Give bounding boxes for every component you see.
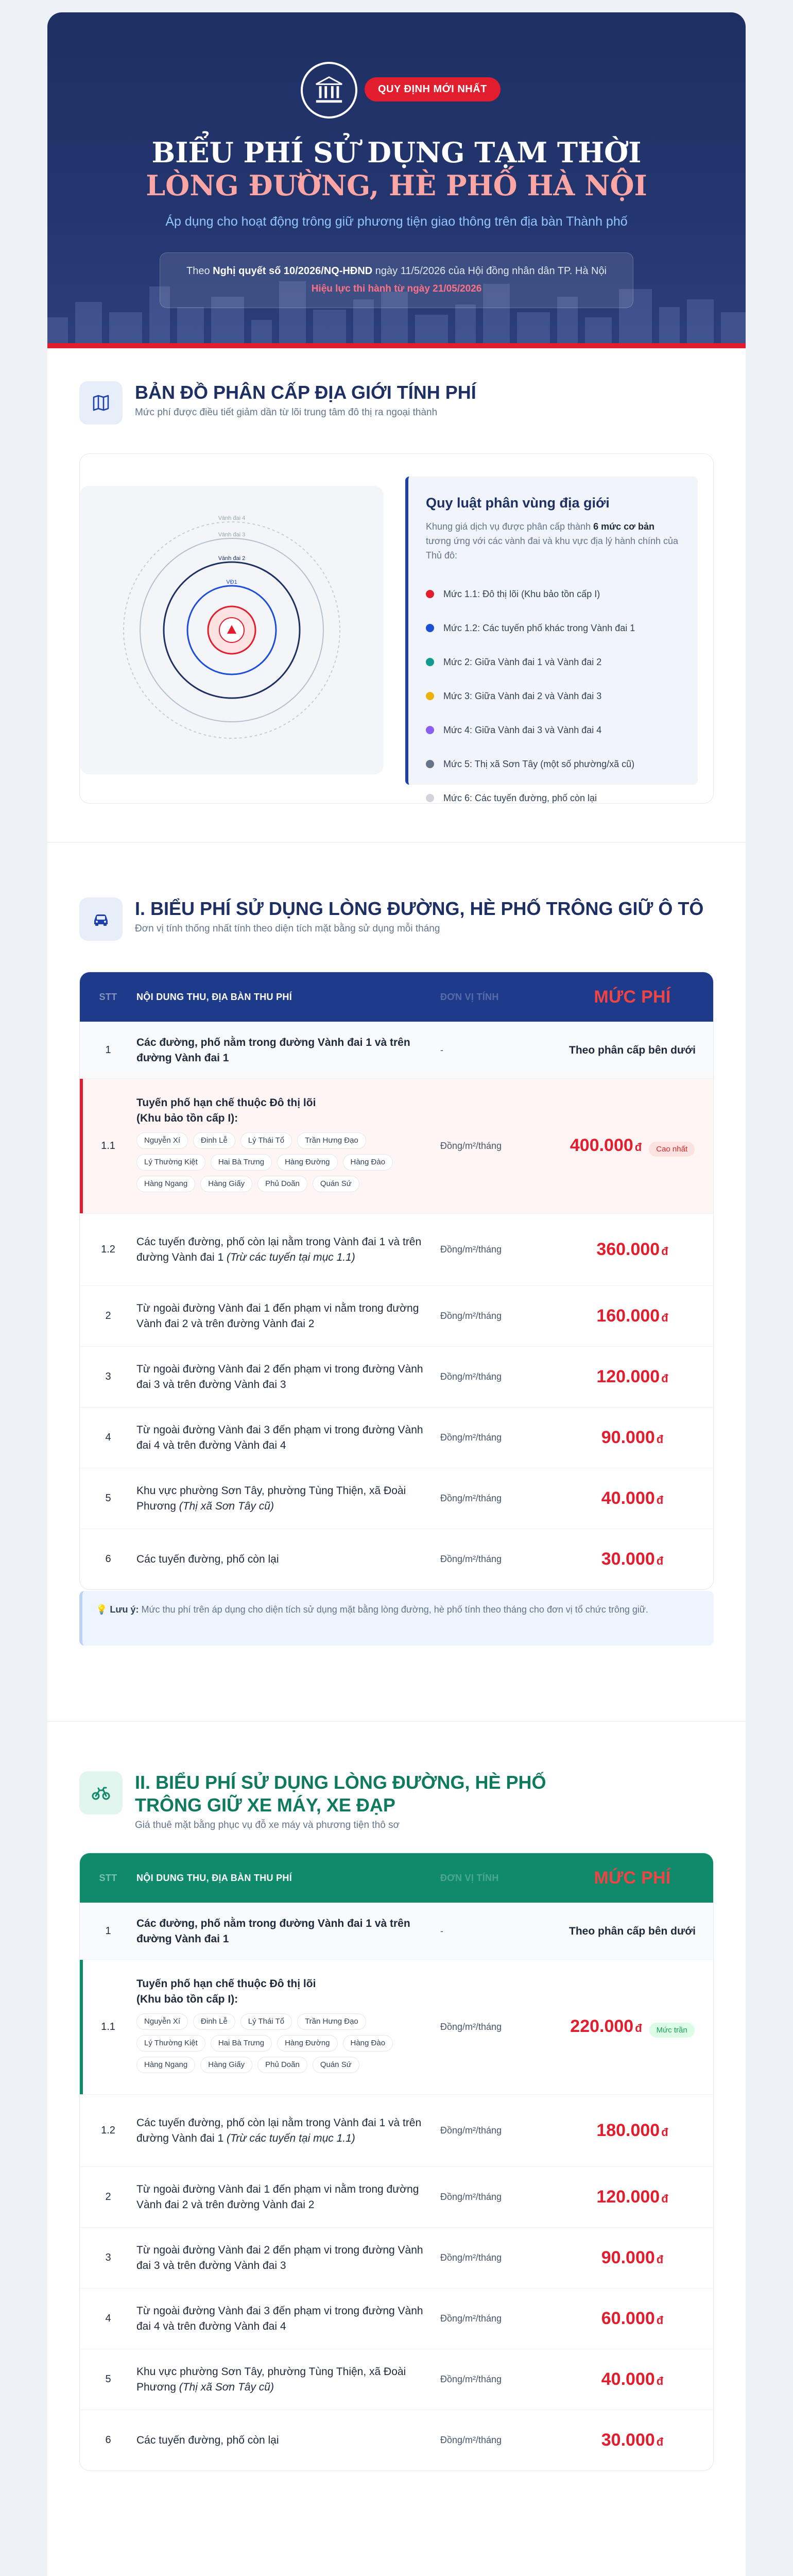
row-stt: 1.1 — [101, 2021, 115, 2032]
row-name: Từ ngoài đường Vành đai 3 đến phạm vi trong đường Vành đai 4 và trên đường Vành đai 4 — [136, 2304, 423, 2332]
price-value: 90.000 — [601, 1428, 655, 1447]
row-name: Khu vực phường Sơn Tây, phường Tùng Thiện, xã Đoài Phương — [136, 1484, 406, 1512]
skyline-building — [177, 307, 204, 348]
bike-rows — [80, 2094, 713, 2470]
row-stt: 6 — [105, 2434, 111, 2446]
row-content: Các đường, phố nằm trong đường Vành đai 1 và trên đường Vành đai 1 — [136, 1036, 410, 1064]
bike-section-title: II. BIỂU PHÍ SỬ DỤNG LÒNG ĐƯỜNG, HÈ PHỐ TRÔNG GIỮ XE MÁY, XE ĐẠP — [135, 1772, 546, 1816]
row-unit: Đồng/m²/tháng — [440, 1493, 502, 1503]
skyline-building — [313, 310, 346, 348]
legend-item — [426, 747, 680, 781]
row-content — [136, 2433, 440, 2448]
street-chip: Lý Thái Tổ — [240, 1132, 292, 1149]
map-section — [79, 381, 714, 804]
table-row — [80, 2227, 713, 2288]
decree-number: Nghị quyết số 10/2026/NQ-HĐND — [213, 265, 373, 277]
street-chip: Đinh Lễ — [193, 2013, 235, 2030]
row-content — [136, 2115, 440, 2146]
street-chip: Lý Thường Kiệt — [136, 1154, 205, 1171]
street-chip: Phủ Doãn — [257, 1176, 307, 1192]
column-header-stt: STT — [99, 1872, 117, 1883]
table-row — [80, 2410, 713, 2470]
street-chip: Trần Hưng Đạo — [297, 2013, 366, 2030]
currency: đ — [661, 1245, 668, 1258]
legend-label: Mức 3: Giữa Vành đai 2 và Vành đai 3 — [443, 690, 602, 701]
legend-label: Mức 1.2: Các tuyến phố khác trong Vành đai 1 — [443, 622, 635, 633]
row-price — [559, 1367, 713, 1387]
row-price — [559, 2309, 713, 2329]
legend-label: Mức 1.1: Đô thị lõi (Khu bảo tồn cấp I) — [443, 588, 600, 599]
map-icon — [79, 381, 123, 425]
hero-banner — [47, 12, 746, 348]
table-header — [80, 1853, 713, 1903]
column-header-price: MỨC PHÍ — [594, 987, 671, 1007]
bike-fee-table — [79, 1853, 714, 2471]
legend-list — [426, 577, 680, 815]
price-value: 160.000 — [596, 1306, 660, 1326]
decree-prefix: Theo — [186, 265, 213, 277]
row-stt: 1 — [105, 1925, 111, 1937]
row-content — [136, 2243, 440, 2274]
row-unit: Đồng/m²/tháng — [440, 1141, 502, 1151]
row-name: Các tuyến đường, phố còn lại — [136, 1553, 279, 1565]
table-row — [80, 1346, 713, 1407]
row-price — [559, 2369, 713, 2389]
row-content — [136, 1976, 440, 2078]
street-chip: Hai Bà Trưng — [211, 1154, 272, 1171]
ring-label-3: Vành đai 3 — [218, 532, 246, 538]
legend-dot — [426, 658, 434, 666]
row-unit: Đồng/m²/tháng — [440, 1432, 502, 1443]
currency: đ — [661, 1311, 668, 1324]
zone-legend — [405, 477, 698, 803]
legend-item — [426, 679, 680, 713]
street-chip: Phủ Doãn — [257, 2057, 307, 2073]
price-value: 120.000 — [596, 2187, 660, 2207]
skyline-building — [687, 299, 714, 348]
row-price: Theo phân cấp bên dưới — [569, 1925, 696, 1937]
street-chip: Hàng Đường — [277, 2035, 337, 2052]
price-value: 360.000 — [596, 1240, 660, 1259]
map-card — [79, 453, 714, 804]
motorbike-icon — [79, 1771, 123, 1815]
row-price — [559, 1306, 713, 1326]
row-price: Theo phân cấp bên dưới — [569, 1044, 696, 1056]
row-name: Từ ngoài đường Vành đai 1 đến phạm vi nằm trong đường Vành đai 2 và trên đường Vành đai 2 — [136, 1302, 419, 1330]
street-chip: Hàng Giấy — [200, 2057, 252, 2073]
row-unit: Đồng/m²/tháng — [440, 2252, 502, 2263]
ring-road-map — [80, 486, 384, 774]
currency: đ — [656, 1554, 664, 1567]
legend-item — [426, 611, 680, 645]
car-fee-table — [79, 972, 714, 1590]
table-row-core — [80, 1959, 713, 2094]
row-unit: Đồng/m²/tháng — [440, 2313, 502, 2324]
row-stt: 2 — [105, 2191, 111, 2202]
ring-label-4: Vành đai 4 — [218, 515, 246, 521]
street-chips — [136, 1132, 404, 1197]
table-row — [80, 1407, 713, 1468]
column-header-content: NỘI DUNG THU, ĐỊA BÀN THU PHÍ — [136, 1872, 292, 1883]
row-unit: Đồng/m²/tháng — [440, 2374, 502, 2384]
row-stt: 5 — [105, 1493, 111, 1504]
legend-item — [426, 577, 680, 611]
car-section-subtitle: Đơn vị tính thống nhất tính theo diện tích mặt bằng sử dụng mỗi tháng — [135, 923, 440, 934]
price-value: 400.000 — [570, 1136, 633, 1156]
row-stt: 5 — [105, 2374, 111, 2385]
row-stt: 1.2 — [101, 1244, 115, 1255]
bulb-icon: 💡 — [96, 1604, 110, 1615]
row-price — [559, 2248, 713, 2268]
currency: đ — [635, 2022, 642, 2035]
street-chip: Quán Sứ — [313, 2057, 359, 2073]
core-name: Tuyến phố hạn chế thuộc Đô thị lõi — [136, 1977, 316, 1990]
legend-item — [426, 781, 680, 815]
row-content — [136, 2364, 440, 2395]
street-chip: Quán Sứ — [313, 1176, 359, 1192]
decree-box — [160, 252, 633, 308]
column-header-content: NỘI DUNG THU, ĐỊA BÀN THU PHÍ — [136, 991, 292, 1002]
legend-label: Mức 4: Giữa Vành đai 3 và Vành đai 4 — [443, 724, 602, 735]
car-icon — [79, 897, 123, 941]
table-row — [80, 1903, 713, 1959]
row-content — [136, 1552, 440, 1567]
street-chip: Hàng Đào — [343, 1154, 393, 1171]
bike-section-subtitle: Giá thuê mặt bằng phục vụ đỗ xe máy và phương tiện thô sơ — [135, 1820, 400, 1831]
legend-dot — [426, 760, 434, 768]
row-stt: 4 — [105, 1432, 111, 1443]
row-content — [136, 1362, 440, 1393]
price-value: 40.000 — [601, 1488, 655, 1508]
legend-dot — [426, 590, 434, 598]
infographic-page — [47, 12, 746, 2576]
street-chip: Lý Thường Kiệt — [136, 2035, 205, 2052]
currency: đ — [656, 2435, 664, 2448]
price-value: 180.000 — [596, 2121, 660, 2140]
table-row-core — [80, 1078, 713, 1213]
row-content — [136, 1483, 440, 1514]
currency: đ — [656, 2375, 664, 2387]
price-value: 220.000 — [570, 2016, 634, 2037]
row-price — [559, 1549, 713, 1569]
title-line-2: LÒNG ĐƯỜNG, HÈ PHỐ HÀ NỘI — [146, 169, 647, 202]
legend-dot — [426, 794, 434, 802]
price-value: 120.000 — [596, 1367, 660, 1386]
skyline-building — [659, 307, 680, 348]
row-name: Từ ngoài đường Vành đai 3 đến phạm vi trong đường Vành đai 4 và trên đường Vành đai 4 — [136, 1423, 423, 1451]
legend-description: Khung giá dịch vụ được phân cấp thành 6 mức cơ bản tương ứng với các vành đai và khu vực địa lý hành chính của Thủ đô: — [426, 521, 679, 561]
currency: đ — [656, 1433, 664, 1446]
table-row — [80, 2349, 713, 2410]
ceiling-tag: Mức trần — [649, 2023, 695, 2038]
row-price — [559, 2187, 713, 2207]
row-unit: - — [440, 1045, 443, 1055]
row-content — [136, 1422, 440, 1453]
row-stt: 3 — [105, 2252, 111, 2263]
effective-date: Hiệu lực thi hành từ ngày 21/05/2026 — [311, 283, 482, 294]
legend-label: Mức 2: Giữa Vành đai 1 và Vành đai 2 — [443, 656, 602, 667]
map-section-title: BẢN ĐỒ PHÂN CẤP ĐỊA GIỚI TÍNH PHÍ — [135, 382, 476, 403]
note-box — [79, 1591, 714, 1646]
row-content — [136, 1301, 440, 1332]
row-price — [559, 2430, 713, 2450]
table-row — [80, 1468, 713, 1529]
row-name: Các tuyến đường, phố còn lại nằm trong Vành đai 1 và trên đường Vành đai 1 — [136, 2116, 422, 2144]
skyline-building — [455, 304, 476, 348]
row-unit: Đồng/m²/tháng — [440, 1371, 502, 1382]
currency: đ — [656, 1494, 664, 1506]
row-content — [136, 1095, 440, 1197]
row-content — [136, 1234, 440, 1265]
row-name: Các tuyến đường, phố còn lại nằm trong Vành đai 1 và trên đường Vành đai 1 — [136, 1235, 422, 1263]
hero-accent-bar — [47, 343, 746, 348]
row-price — [559, 2016, 713, 2037]
row-note: (Trừ các tuyến tại mục 1.1) — [226, 2132, 355, 2144]
row-stt: 1.2 — [101, 2125, 115, 2136]
table-row — [80, 2288, 713, 2349]
row-unit: Đồng/m²/tháng — [440, 1244, 502, 1255]
column-header-price: MỨC PHÍ — [594, 1868, 671, 1888]
currency: đ — [661, 1372, 668, 1385]
legend-dot — [426, 624, 434, 632]
page-subtitle: Áp dụng cho hoạt động trông giữ phương tiện giao thông trên địa bàn Thành phố — [165, 214, 628, 229]
core-name-note: (Khu bảo tồn cấp I): — [136, 1993, 238, 2005]
price-value: 30.000 — [601, 2430, 655, 2450]
street-chip: Hàng Đào — [343, 2035, 393, 2052]
street-chip: Hàng Ngang — [136, 2057, 195, 2073]
row-price — [559, 1428, 713, 1448]
row-note: (Thị xã Sơn Tây cũ) — [179, 1500, 274, 1512]
row-unit: Đồng/m²/tháng — [440, 1554, 502, 1564]
currency: đ — [656, 2314, 664, 2327]
street-chip: Hàng Đường — [277, 1154, 337, 1171]
street-chips — [136, 2013, 404, 2078]
new-regulation-badge: QUY ĐỊNH MỚI NHẤT — [365, 77, 501, 101]
map-section-subtitle: Mức phí được điều tiết giảm dần từ lõi trung tâm đô thị ra ngoại thành — [135, 407, 438, 418]
currency: đ — [656, 2253, 664, 2266]
row-unit: - — [440, 1926, 443, 1936]
section-divider — [47, 1721, 746, 1722]
table-row — [80, 1529, 713, 1589]
street-chip: Hàng Ngang — [136, 1176, 195, 1192]
price-value: 60.000 — [601, 2309, 655, 2328]
row-stt: 2 — [105, 1310, 111, 1321]
price-value: 90.000 — [601, 2248, 655, 2267]
row-name: Từ ngoài đường Vành đai 2 đến phạm vi trong đường Vành đai 3 và trên đường Vành đai 3 — [136, 2244, 423, 2272]
row-price — [559, 1240, 713, 1260]
legend-label: Mức 5: Thị xã Sơn Tây (một số phường/xã cũ) — [443, 758, 635, 769]
street-chip: Nguyễn Xí — [136, 1132, 188, 1149]
ring-label-1: VĐ1 — [226, 579, 237, 585]
row-unit: Đồng/m²/tháng — [440, 2125, 502, 2136]
street-chip: Nguyễn Xí — [136, 2013, 188, 2030]
skyline-building — [75, 302, 102, 348]
row-stt: 1 — [105, 1044, 111, 1056]
legend-label: Mức 6: Các tuyến đường, phố còn lại — [443, 792, 597, 803]
row-content — [136, 2303, 440, 2334]
legend-item — [426, 645, 680, 679]
street-chip: Trần Hưng Đạo — [297, 1132, 366, 1149]
legend-dot — [426, 692, 434, 700]
legend-title: Quy luật phân vùng địa giới — [426, 495, 610, 511]
row-stt: 4 — [105, 2313, 111, 2324]
note-text: Mức thu phí trên áp dụng cho diện tích sử dụng mặt bằng lòng đường, hè phố tính theo tháng cho đơn vị tổ chức trông giữ. — [139, 1604, 648, 1615]
bike-fee-section — [79, 1771, 714, 2549]
street-chip: Lý Thái Tổ — [240, 2013, 292, 2030]
decree-suffix: ngày 11/5/2026 của Hội đồng nhân dân TP. Hà Nội — [372, 265, 607, 277]
row-note: (Thị xã Sơn Tây cũ) — [179, 2381, 274, 2393]
row-unit: Đồng/m²/tháng — [440, 1311, 502, 1321]
row-name: Khu vực phường Sơn Tây, phường Tùng Thiện, xã Đoài Phương — [136, 2365, 406, 2393]
row-note: (Trừ các tuyến tại mục 1.1) — [226, 1251, 355, 1263]
column-header-unit: ĐƠN VỊ TÍNH — [440, 1872, 499, 1883]
title-line-1: BIỂU PHÍ SỬ DỤNG TẠM THỜI — [151, 136, 642, 169]
row-price — [559, 1136, 713, 1156]
row-price — [559, 2121, 713, 2141]
table-row — [80, 1285, 713, 1346]
price-value: 40.000 — [601, 2369, 655, 2389]
row-stt: 6 — [105, 1553, 111, 1565]
row-content: Các đường, phố nằm trong đường Vành đai 1 và trên đường Vành đai 1 — [136, 1917, 410, 1945]
row-name: Từ ngoài đường Vành đai 2 đến phạm vi trong đường Vành đai 3 và trên đường Vành đai 3 — [136, 1363, 423, 1391]
row-unit: Đồng/m²/tháng — [440, 2022, 502, 2032]
table-row — [80, 2094, 713, 2166]
row-stt: 3 — [105, 1371, 111, 1382]
table-row — [80, 1022, 713, 1078]
street-chip: Hàng Giấy — [200, 1176, 252, 1192]
table-row — [80, 1213, 713, 1285]
row-price — [559, 1488, 713, 1509]
car-section-title: I. BIỂU PHÍ SỬ DỤNG LÒNG ĐƯỜNG, HÈ PHỐ TRÔNG GIỮ Ô TÔ — [135, 898, 704, 919]
section-divider — [47, 842, 746, 843]
row-unit: Đồng/m²/tháng — [440, 2192, 502, 2202]
currency: đ — [661, 2192, 668, 2205]
row-stt: 1.1 — [101, 1140, 115, 1151]
government-emblem-icon — [301, 62, 357, 118]
currency: đ — [634, 1141, 642, 1154]
street-chip: Đinh Lễ — [193, 1132, 235, 1149]
page-title — [47, 136, 746, 202]
row-name: Các tuyến đường, phố còn lại — [136, 2434, 279, 2446]
car-fee-section — [79, 897, 714, 1732]
row-content — [136, 2182, 440, 2213]
note-label: Lưu ý: — [110, 1604, 139, 1615]
ring-road-diagram — [80, 486, 384, 774]
street-chip: Hai Bà Trưng — [211, 2035, 272, 2052]
legend-dot — [426, 726, 434, 734]
column-header-unit: ĐƠN VỊ TÍNH — [440, 991, 499, 1002]
row-name: Từ ngoài đường Vành đai 1 đến phạm vi nằm trong đường Vành đai 2 và trên đường Vành đai 2 — [136, 2183, 419, 2211]
core-name: Tuyến phố hạn chế thuộc Đô thị lõi — [136, 1096, 316, 1109]
price-value: 30.000 — [601, 1549, 655, 1569]
currency: đ — [661, 2126, 668, 2139]
ring-label-2: Vành đai 2 — [218, 555, 246, 562]
car-rows — [80, 1213, 713, 1589]
table-row — [80, 2166, 713, 2227]
highest-tag: Cao nhất — [649, 1142, 695, 1157]
core-name-note: (Khu bảo tồn cấp I): — [136, 1112, 238, 1124]
table-header — [80, 972, 713, 1022]
legend-item — [426, 713, 680, 747]
row-unit: Đồng/m²/tháng — [440, 2435, 502, 2445]
column-header-stt: STT — [99, 991, 117, 1002]
